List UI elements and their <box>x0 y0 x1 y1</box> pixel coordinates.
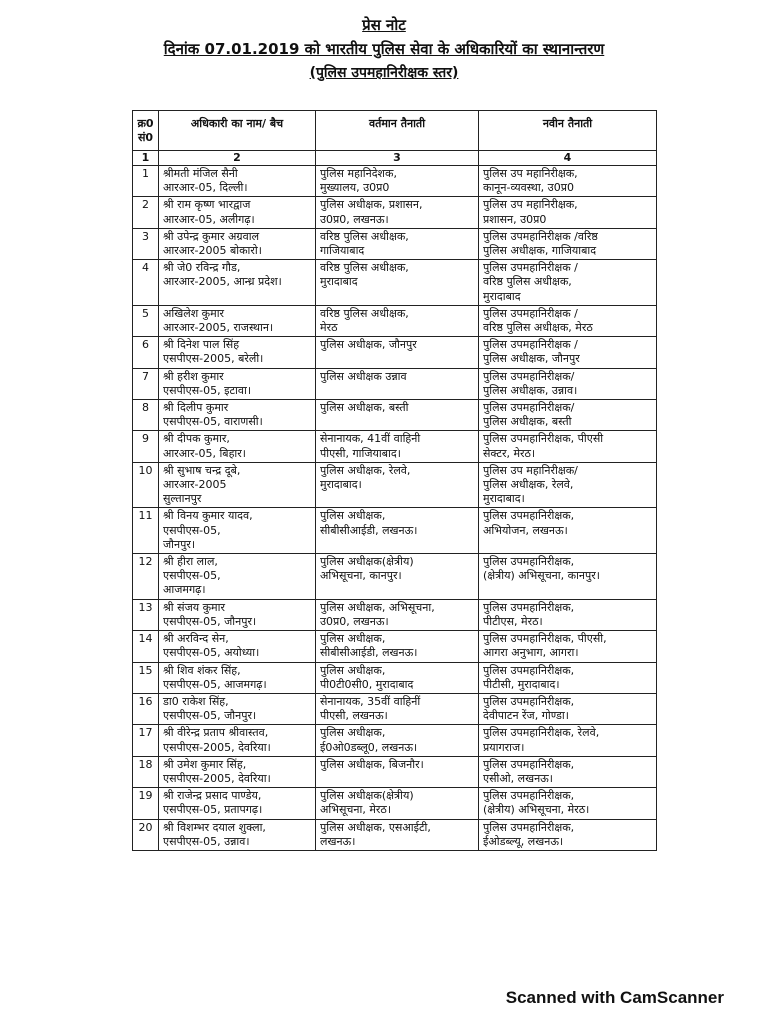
cell-text-line: मुरादाबाद <box>320 275 358 289</box>
new-posting-cell <box>479 819 657 850</box>
new-posting-cell <box>479 166 657 197</box>
current-posting-cell <box>316 337 479 368</box>
cell-text-line: ईओडब्ल्यू, लखनऊ। <box>483 834 564 848</box>
table-row <box>133 462 657 508</box>
column-header-current-posting: वर्तमान तैनाती <box>316 111 479 151</box>
cell-text-line: पुलिस उपमहानिरीक्षक / <box>483 261 578 275</box>
new-posting-cell <box>479 554 657 600</box>
table-row <box>133 260 657 306</box>
cell-text-line: श्री संजय कुमार <box>163 600 225 614</box>
cell-text-line: (क्षेत्रीय) अभिसूचना, कानपुर। <box>483 569 600 583</box>
cell-text-line: श्री दिलीप कुमार <box>163 401 229 415</box>
cell-text-line: पीएसी, गाजियाबाद। <box>320 446 401 460</box>
cell-text-line: पीएसी, लखनऊ। <box>320 709 388 723</box>
new-posting-cell <box>479 599 657 630</box>
cell-text-line: श्रीमती मंजिल सैनी <box>163 167 238 180</box>
cell-text-line: पुलिस उपमहानिरीक्षक, रेलवे, <box>483 726 600 740</box>
new-posting-cell <box>479 725 657 756</box>
cell-text-line: पुलिस उप महानिरीक्षक, <box>483 198 578 212</box>
press-note-title: प्रेस नोट <box>362 16 406 34</box>
cell-text-line: श्री उपेन्द्र कुमार अग्रवाल <box>163 229 260 243</box>
cell-text-line: आरआर-05, दिल्ली। <box>163 181 248 195</box>
serial-number-cell: 2 <box>133 197 159 228</box>
cell-text-line: पीटीएस, मेरठ। <box>483 614 543 628</box>
cell-text-line: अभियोजन, लखनऊ। <box>483 523 568 537</box>
cell-text-line: मेरठ <box>320 321 338 335</box>
cell-text-line: एसपीएस-05, आजमगढ़। <box>163 677 267 691</box>
officer-name-cell <box>159 508 316 554</box>
cell-text-line: अभिसूचना, मेरठ। <box>320 803 391 817</box>
serial-number-cell: 14 <box>133 631 159 662</box>
cell-text-line: श्री वीरेन्द्र प्रताप श्रीवास्तव, <box>163 726 269 740</box>
cell-text-line: पुलिस उपमहानिरीक्षक, <box>483 694 575 708</box>
serial-number-cell: 15 <box>133 662 159 693</box>
officer-name-cell <box>159 788 316 819</box>
serial-number-cell: 13 <box>133 599 159 630</box>
document-header <box>0 14 768 84</box>
cell-text-line: सीबीसीआईडी, लखनऊ। <box>320 523 418 537</box>
cell-text-line: पी0टी0सी0, मुरादाबाद <box>320 677 414 691</box>
cell-text-line: पुलिस उपमहानिरीक्षक, <box>483 820 575 834</box>
new-posting-cell <box>479 756 657 787</box>
serial-number-cell: 19 <box>133 788 159 819</box>
cell-text-line: पुलिस उपमहानिरीक्षक, <box>483 600 575 614</box>
cell-text-line: पुलिस उपमहानिरीक्षक, पीएसी, <box>483 632 607 646</box>
new-posting-cell <box>479 431 657 462</box>
column-index: 3 <box>316 151 479 166</box>
cell-text-line: पुलिस उपमहानिरीक्षक, पीएसी <box>483 432 604 446</box>
serial-number-cell: 6 <box>133 337 159 368</box>
cell-text-line: पुलिस उपमहानिरीक्षक, <box>483 663 575 677</box>
cell-text-line: सेनानायक, 35वीं वाहिनीं <box>320 694 421 708</box>
officer-name-cell <box>159 368 316 399</box>
cell-text-line: श्री राजेन्द्र प्रसाद पाण्डेय, <box>163 789 262 803</box>
officer-name-cell <box>159 305 316 336</box>
cell-text-line: एसपीएस-2005, देवरिया। <box>163 771 271 785</box>
cell-text-line: एसपीएस-05, प्रतापगढ़। <box>163 803 263 817</box>
column-index-row <box>133 151 657 166</box>
cell-text-line: वरिष्ठ पुलिस अधीक्षक, <box>483 275 572 289</box>
officer-name-cell <box>159 693 316 724</box>
cell-text-line: पुलिस अधीक्षक(क्षेत्रीय) <box>320 555 414 569</box>
officer-name-cell <box>159 662 316 693</box>
cell-text-line: प्रशासन, उ0प्र0 <box>483 212 547 226</box>
current-posting-cell <box>316 631 479 662</box>
cell-text-line: पुलिस उपमहानिरीक्षक / <box>483 306 578 320</box>
serial-number-cell: 16 <box>133 693 159 724</box>
cell-text-line: आरआर-2005, आन्ध्र प्रदेश। <box>163 275 282 289</box>
cell-text-line: एसपीएस-05, <box>163 569 221 583</box>
cell-text-line: जौनपुर। <box>163 537 196 551</box>
current-posting-cell <box>316 431 479 462</box>
officer-name-cell <box>159 197 316 228</box>
current-posting-cell <box>316 693 479 724</box>
cell-text-line: उ0प्र0, लखनऊ। <box>320 614 389 628</box>
cell-text-line: सेनानायक, 41वीं वाहिनी <box>320 432 421 446</box>
officer-name-cell <box>159 166 316 197</box>
camscanner-watermark: Scanned with CamScanner <box>505 988 724 1007</box>
cell-text-line: उ0प्र0, लखनऊ। <box>320 212 389 226</box>
current-posting-cell <box>316 508 479 554</box>
serial-number-cell: 20 <box>133 819 159 850</box>
cell-text-line: पुलिस उपमहानिरीक्षक/ <box>483 401 575 415</box>
cell-text-line: एसीओ, लखनऊ। <box>483 771 553 785</box>
cell-text-line: वरिष्ठ पुलिस अधीक्षक, <box>320 229 409 243</box>
cell-text-line: पुलिस उपमहानिरीक्षक, <box>483 509 575 523</box>
cell-text-line: श्री राम कृष्ण भारद्वाज <box>163 198 251 212</box>
table-row <box>133 788 657 819</box>
serial-number-cell: 9 <box>133 431 159 462</box>
cell-text-line: पुलिस अधीक्षक, रेलवे, <box>320 463 411 477</box>
table-row <box>133 693 657 724</box>
cell-text-line: ई0ओ0डब्लू0, लखनऊ। <box>320 740 418 754</box>
cell-text-line: देवीपाटन रेंज, गोण्डा। <box>483 709 569 723</box>
column-header-officer-name: अधिकारी का नाम/ बैच <box>159 111 316 151</box>
cell-text-line: पुलिस उप महानिरीक्षक, <box>483 167 578 180</box>
cell-text-line: वरिष्ठ पुलिस अधीक्षक, <box>320 306 409 320</box>
cell-text-line: आरआर-2005 बोकारो। <box>163 244 262 258</box>
cell-text-line: पुलिस अधीक्षक, <box>320 509 386 523</box>
cell-text-line: एसपीएस-05, इटावा। <box>163 383 252 397</box>
cell-text-line: पुलिस अधीक्षक, गाजियाबाद <box>483 244 597 258</box>
cell-text-line: आरआर-2005, राजस्थान। <box>163 321 274 335</box>
cell-text-line: मुरादाबाद। <box>320 478 362 492</box>
current-posting-cell <box>316 662 479 693</box>
current-posting-cell <box>316 462 479 508</box>
cell-text-line: एसपीएस-05, जौनपुर। <box>163 709 257 723</box>
current-posting-cell <box>316 260 479 306</box>
current-posting-cell <box>316 368 479 399</box>
cell-text-line: पुलिस अधीक्षक उन्नाव <box>320 369 407 383</box>
new-posting-cell <box>479 631 657 662</box>
table-header-row <box>133 111 657 151</box>
cell-text-line: पुलिस अधीक्षक, <box>320 663 386 677</box>
cell-text-line: आजमगढ़। <box>163 583 206 597</box>
cell-text-line: श्री हीरा लाल, <box>163 555 218 569</box>
table-row <box>133 819 657 850</box>
table-row <box>133 599 657 630</box>
table-row <box>133 197 657 228</box>
cell-text-line: पुलिस उपमहानिरीक्षक, <box>483 555 575 569</box>
cell-text-line: पुलिस अधीक्षक, <box>320 726 386 740</box>
officer-name-cell <box>159 337 316 368</box>
cell-text-line: पुलिस अधीक्षक, जौनपुर <box>483 352 580 366</box>
cell-text-line: कानून-व्यवस्था, उ0प्र0 <box>483 181 574 195</box>
table-row <box>133 662 657 693</box>
cell-text-line: पुलिस अधीक्षक, अभिसूचना, <box>320 600 435 614</box>
table-row <box>133 554 657 600</box>
cell-text-line: पुलिस अधीक्षक, रेलवे, <box>483 478 574 492</box>
column-header-serial: क्र0 सं0 <box>133 111 159 151</box>
table-row <box>133 508 657 554</box>
cell-text-line: लखनऊ। <box>320 834 356 848</box>
cell-text-line: श्री जे0 रविन्द्र गौड, <box>163 261 241 275</box>
cell-text-line: पुलिस उप महानिरीक्षक/ <box>483 463 578 477</box>
cell-text-line: सेक्टर, मेरठ। <box>483 446 536 460</box>
officer-name-cell <box>159 228 316 259</box>
new-posting-cell <box>479 197 657 228</box>
cell-text-line: एसपीएस-2005, देवरिया। <box>163 740 271 754</box>
current-posting-cell <box>316 554 479 600</box>
current-posting-cell <box>316 166 479 197</box>
officer-name-cell <box>159 725 316 756</box>
table-row <box>133 725 657 756</box>
serial-number-cell: 7 <box>133 368 159 399</box>
serial-number-cell: 18 <box>133 756 159 787</box>
cell-text-line: गाजियाबाद <box>320 244 365 258</box>
cell-text-line: वरिष्ठ पुलिस अधीक्षक, मेरठ <box>483 321 593 335</box>
cell-text-line: श्री विशम्भर दयाल शुक्ला, <box>163 820 266 834</box>
cell-text-line: पुलिस अधीक्षक, बिजनौर। <box>320 757 424 771</box>
officer-name-cell <box>159 431 316 462</box>
current-posting-cell <box>316 599 479 630</box>
cell-text-line: पुलिस अधीक्षक, उन्नाव। <box>483 383 578 397</box>
officer-name-cell <box>159 599 316 630</box>
new-posting-cell <box>479 260 657 306</box>
cell-text-line: श्री विनय कुमार यादव, <box>163 509 253 523</box>
table-row <box>133 756 657 787</box>
table-row <box>133 368 657 399</box>
column-index: 2 <box>159 151 316 166</box>
serial-number-cell: 4 <box>133 260 159 306</box>
current-posting-cell <box>316 228 479 259</box>
column-index: 1 <box>133 151 159 166</box>
cell-text-line: पुलिस उपमहानिरीक्षक / <box>483 338 578 352</box>
current-posting-cell <box>316 725 479 756</box>
cell-text-line: पुलिस उपमहानिरीक्षक /वरिष्ठ <box>483 229 598 243</box>
table-row <box>133 400 657 431</box>
transfer-table <box>132 110 657 851</box>
table-row <box>133 431 657 462</box>
new-posting-cell <box>479 337 657 368</box>
table-row <box>133 631 657 662</box>
officer-name-cell <box>159 819 316 850</box>
cell-text-line: श्री शिव शंकर सिंह, <box>163 663 241 677</box>
table-body <box>133 151 657 851</box>
new-posting-cell <box>479 368 657 399</box>
cell-text-line: पुलिस अधीक्षक, बस्ती <box>483 415 572 429</box>
new-posting-cell <box>479 228 657 259</box>
officer-name-cell <box>159 260 316 306</box>
new-posting-cell <box>479 462 657 508</box>
cell-text-line: आरआर-2005 <box>163 478 227 492</box>
new-posting-cell <box>479 662 657 693</box>
cell-text-line: एसपीएस-05, अयोध्या। <box>163 646 260 660</box>
officer-name-cell <box>159 554 316 600</box>
new-posting-cell <box>479 693 657 724</box>
cell-text-line: पुलिस उपमहानिरीक्षक/ <box>483 369 575 383</box>
serial-number-cell: 1 <box>133 166 159 197</box>
current-posting-cell <box>316 819 479 850</box>
cell-text-line: पुलिस उपमहानिरीक्षक, <box>483 789 575 803</box>
current-posting-cell <box>316 756 479 787</box>
rank-level-heading: (पुलिस उपमहानिरीक्षक स्तर) <box>309 65 459 81</box>
cell-text-line: सीबीसीआईडी, लखनऊ। <box>320 646 418 660</box>
column-header-new-posting: नवीन तैनाती <box>479 111 657 151</box>
officer-name-cell <box>159 462 316 508</box>
cell-text-line: अभिसूचना, कानपुर। <box>320 569 402 583</box>
new-posting-cell <box>479 400 657 431</box>
cell-text-line: अखिलेश कुमार <box>163 306 225 320</box>
cell-text-line: श्री अरविन्द सेन, <box>163 632 229 646</box>
cell-text-line: (क्षेत्रीय) अभिसूचना, मेरठ। <box>483 803 590 817</box>
cell-text-line: आगरा अनुभाग, आगरा। <box>483 646 579 660</box>
current-posting-cell <box>316 788 479 819</box>
cell-text-line: आरआर-05, अलीगढ़। <box>163 212 255 226</box>
serial-number-cell: 10 <box>133 462 159 508</box>
table-row <box>133 166 657 197</box>
table-row <box>133 228 657 259</box>
cell-text-line: श्री हरीश कुमार <box>163 369 224 383</box>
cell-text-line: प्रयागराज। <box>483 740 525 754</box>
cell-text-line: पुलिस अधीक्षक, एसआईटी, <box>320 820 431 834</box>
cell-text-line: पुलिस अधीक्षक, जौनपुर <box>320 338 417 352</box>
cell-text-line: मुरादाबाद। <box>483 492 525 506</box>
serial-number-cell: 17 <box>133 725 159 756</box>
cell-text-line: पुलिस अधीक्षक, <box>320 632 386 646</box>
current-posting-cell <box>316 197 479 228</box>
table-row <box>133 305 657 336</box>
new-posting-cell <box>479 508 657 554</box>
cell-text-line: एसपीएस-05, उन्नाव। <box>163 834 250 848</box>
cell-text-line: मुरादाबाद <box>483 289 521 303</box>
cell-text-line: पुलिस उपमहानिरीक्षक, <box>483 757 575 771</box>
cell-text-line: श्री दीपक कुमार, <box>163 432 230 446</box>
cell-text-line: श्री सुभाष चन्द्र दूबे, <box>163 463 241 477</box>
cell-text-line: एसपीएस-05, वाराणसी। <box>163 415 263 429</box>
cell-text-line: पुलिस अधीक्षक, बस्ती <box>320 401 409 415</box>
cell-text-line: एसपीएस-05, <box>163 523 221 537</box>
cell-text-line: मुख्यालय, उ0प्र0 <box>320 181 390 195</box>
serial-number-cell: 5 <box>133 305 159 336</box>
table-row <box>133 337 657 368</box>
serial-number-cell: 8 <box>133 400 159 431</box>
officer-name-cell <box>159 400 316 431</box>
cell-text-line: सुल्तानपुर <box>163 492 202 506</box>
new-posting-cell <box>479 788 657 819</box>
cell-text-line: पुलिस अधीक्षक, प्रशासन, <box>320 198 423 212</box>
cell-text-line: श्री उमेश कुमार सिंह, <box>163 757 247 771</box>
current-posting-cell <box>316 305 479 336</box>
new-posting-cell <box>479 305 657 336</box>
transfer-subtitle: दिनांक 07.01.2019 को भारतीय पुलिस सेवा के अधिकारियों का स्थानान्तरण <box>163 40 605 58</box>
serial-number-cell: 12 <box>133 554 159 600</box>
officer-name-cell <box>159 756 316 787</box>
cell-text-line: पुलिस महानिदेशक, <box>320 167 397 180</box>
serial-number-cell: 11 <box>133 508 159 554</box>
officer-name-cell <box>159 631 316 662</box>
cell-text-line: एसपीएस-2005, बरेली। <box>163 352 264 366</box>
cell-text-line: श्री दिनेश पाल सिंह <box>163 338 240 352</box>
cell-text-line: डा0 राकेश सिंह, <box>163 694 229 708</box>
cell-text-line: एसपीएस-05, जौनपुर। <box>163 614 257 628</box>
column-index: 4 <box>479 151 657 166</box>
serial-number-cell: 3 <box>133 228 159 259</box>
cell-text-line: आरआर-05, बिहार। <box>163 446 246 460</box>
current-posting-cell <box>316 400 479 431</box>
cell-text-line: वरिष्ठ पुलिस अधीक्षक, <box>320 261 409 275</box>
cell-text-line: पीटीसी, मुरादाबाद। <box>483 677 560 691</box>
cell-text-line: पुलिस अधीक्षक(क्षेत्रीय) <box>320 789 414 803</box>
